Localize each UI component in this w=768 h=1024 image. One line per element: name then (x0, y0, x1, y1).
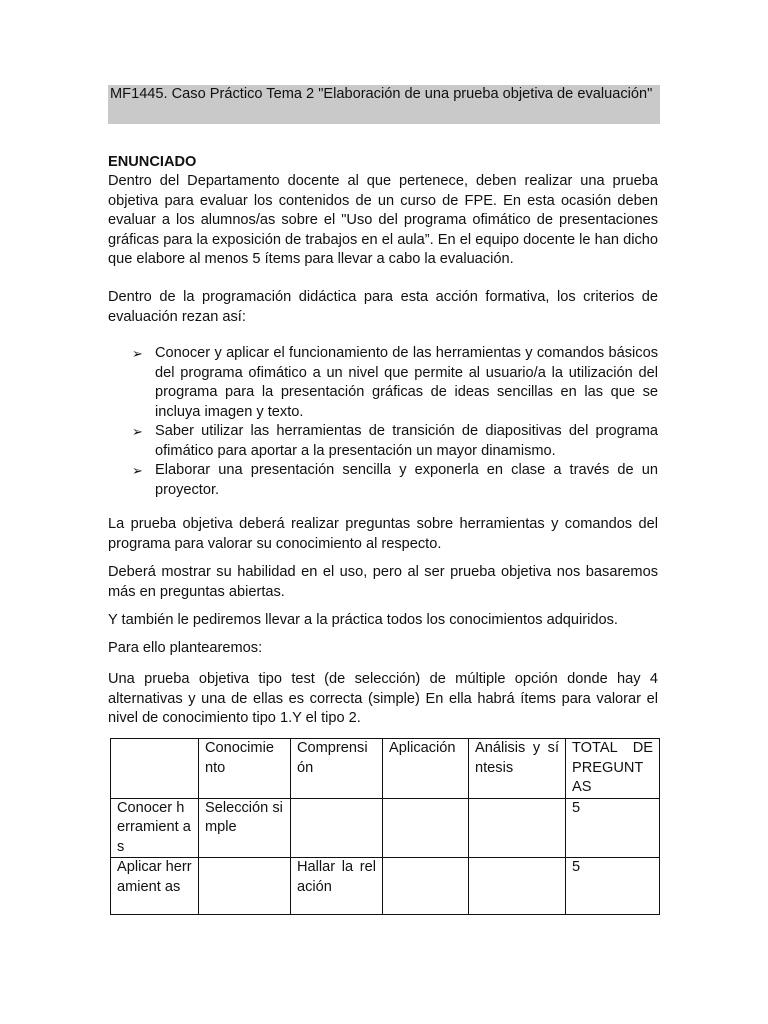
section-heading: ENUNCIADO (108, 154, 197, 170)
criteria-text: Elaborar una presentación sencilla y exponerla en clase a través de un proyector. (155, 462, 658, 498)
table-cell: Aplicar herramient as (111, 858, 199, 915)
table-cell: Selección simple (199, 798, 291, 858)
table-cell (199, 858, 291, 915)
table-cell (291, 798, 383, 858)
table-header-cell: Análisis y síntesis (469, 739, 566, 799)
table-cell (469, 798, 566, 858)
paragraph-test-type: Una prueba objetiva tipo test (de selección) de múltiple opción donde hay 4 alternativas y una de ellas es correcta (simple) En ella habrá ítems para valorar el nivel de conocimiento tipo 1.Y el tipo 2. (108, 671, 658, 726)
table-cell: Hallar la relación (291, 858, 383, 915)
table-row (111, 798, 660, 858)
evaluation-table (110, 738, 660, 915)
list-item (108, 344, 658, 422)
paragraph-skill: Deberá mostrar su habilidad en el uso, pero al ser prueba objetiva nos basaremos más en preguntas abiertas. (108, 564, 658, 600)
table-header-cell: Aplicación (383, 739, 469, 799)
criteria-text: Conocer y aplicar el funcionamiento de las herramientas y comandos básicos del programa ofimático a un nivel que permite al usuario/a la utilización del programa para la presentación gráficas de ideas sencillas en las que se incluya imagen y texto. (155, 345, 658, 420)
criteria-text: Saber utilizar las herramientas de transición de diapositivas del programa ofimático para aportar a la presentación un mayor dinamismo. (155, 423, 658, 459)
paragraph-intro: Dentro del Departamento docente al que pertenece, deben realizar una prueba objetiva para evaluar los contenidos de un curso de FPE. En esta ocasión deben evaluar a los alumnos/as sobre el "Uso del programa ofimático de presentaciones gráficas para la exposición de trabajos en el aula”. En el equipo docente le han dicho que elabore al menos 5 ítems para llevar a cabo la evaluación. (108, 173, 658, 267)
document-title: MF1445. Caso Práctico Tema 2 "Elaboración de una prueba objetiva de evaluación" (108, 85, 660, 124)
table-header-cell: Comprensi ón (291, 739, 383, 799)
table-header-cell: TOTAL DE PREGUNT AS (566, 739, 660, 799)
arrow-bullet-icon: ➢ (132, 424, 143, 439)
table-cell: 5 (566, 858, 660, 915)
table-cell (469, 858, 566, 915)
paragraph-plan: Para ello plantearemos: (108, 640, 263, 656)
table-header-cell: Conocimie nto (199, 739, 291, 799)
paragraph-questions: La prueba objetiva deberá realizar preguntas sobre herramientas y comandos del programa para valorar su conocimiento al respecto. (108, 516, 658, 552)
arrow-bullet-icon: ➢ (132, 463, 143, 478)
criteria-list (108, 344, 658, 500)
table-header-row (111, 739, 660, 799)
table-cell (383, 858, 469, 915)
table-row (111, 858, 660, 915)
table-header-cell (111, 739, 199, 799)
table-cell (383, 798, 469, 858)
list-item (108, 461, 658, 500)
arrow-bullet-icon: ➢ (132, 346, 143, 361)
list-item (108, 422, 658, 461)
paragraph-criteria-intro: Dentro de la programación didáctica para esta acción formativa, los criterios de evaluación rezan así: (108, 289, 658, 325)
table-cell: 5 (566, 798, 660, 858)
table-cell: Conocer herramient as (111, 798, 199, 858)
paragraph-practice: Y también le pediremos llevar a la práctica todos los conocimientos adquiridos. (108, 612, 618, 628)
